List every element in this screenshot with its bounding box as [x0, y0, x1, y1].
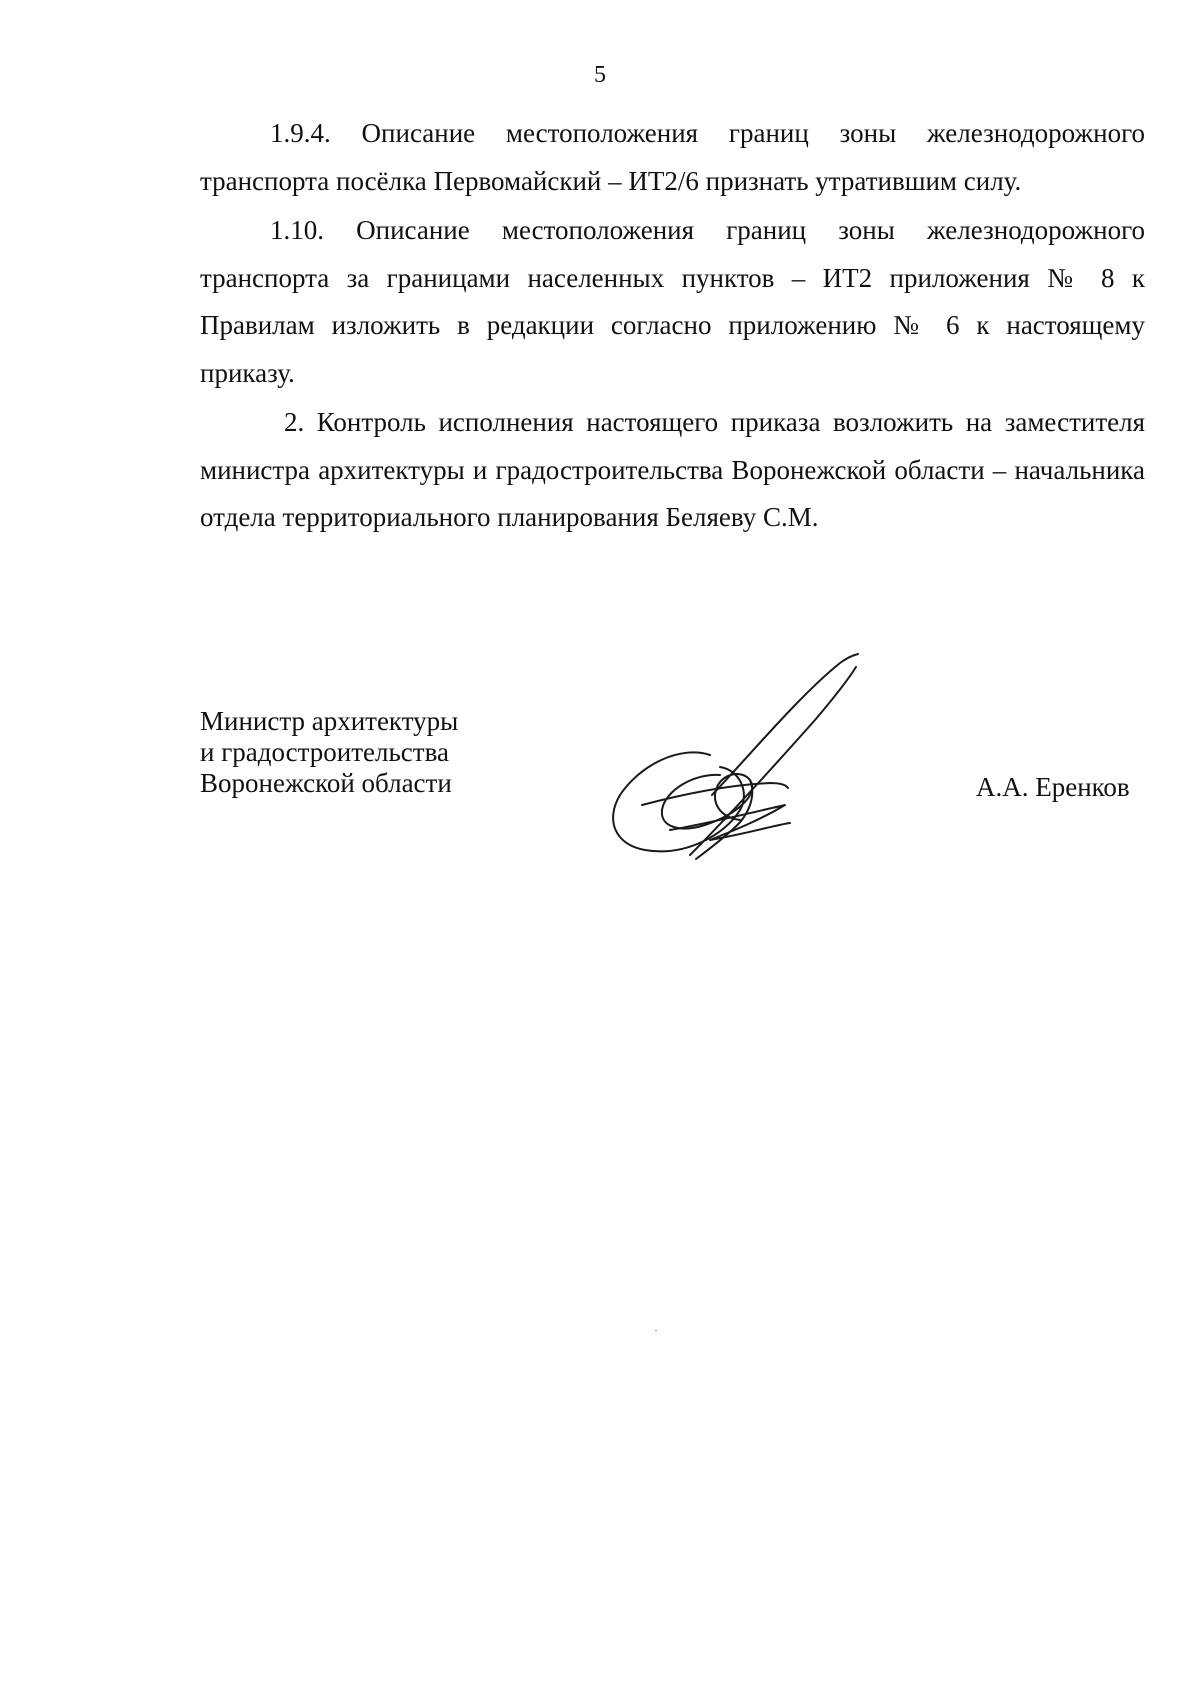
signatory-title-line-3: Воронежской области: [200, 768, 452, 798]
document-body: [200, 110, 1145, 544]
page-number: 5: [594, 62, 606, 88]
handwritten-signature: [600, 645, 930, 880]
signatory-title-line-1: Министр архитектуры: [200, 706, 459, 736]
scan-speck: [655, 1330, 657, 1331]
paragraph-1-9-4: 1.9.4. Описание местоположения границ зоны железнодорожного транспорта посёлка Первомайский – ИТ2/6 признать утратившим силу.: [200, 118, 1145, 196]
signatory-title: [200, 706, 458, 799]
paragraph-1-10: 1.10. Описание местоположения границ зоны железнодорожного транспорта за границами населенных пунктов – ИТ2 приложения № 8 к Правилам изложить в редакции согласно приложению № 6 к настоящему приказу.: [200, 215, 1145, 388]
signatory-name: А.А. Еренков: [976, 772, 1130, 802]
paragraph-2: 2. Контроль исполнения настоящего приказа возложить на заместителя министра архитектуры и градостроительства Воронежской области – начальника отдела территориального планирования Беляеву С.М.: [200, 407, 1145, 532]
signatory-title-line-2: и градостроительства: [200, 737, 449, 767]
signature-stroke-inner-loop: [662, 774, 752, 829]
